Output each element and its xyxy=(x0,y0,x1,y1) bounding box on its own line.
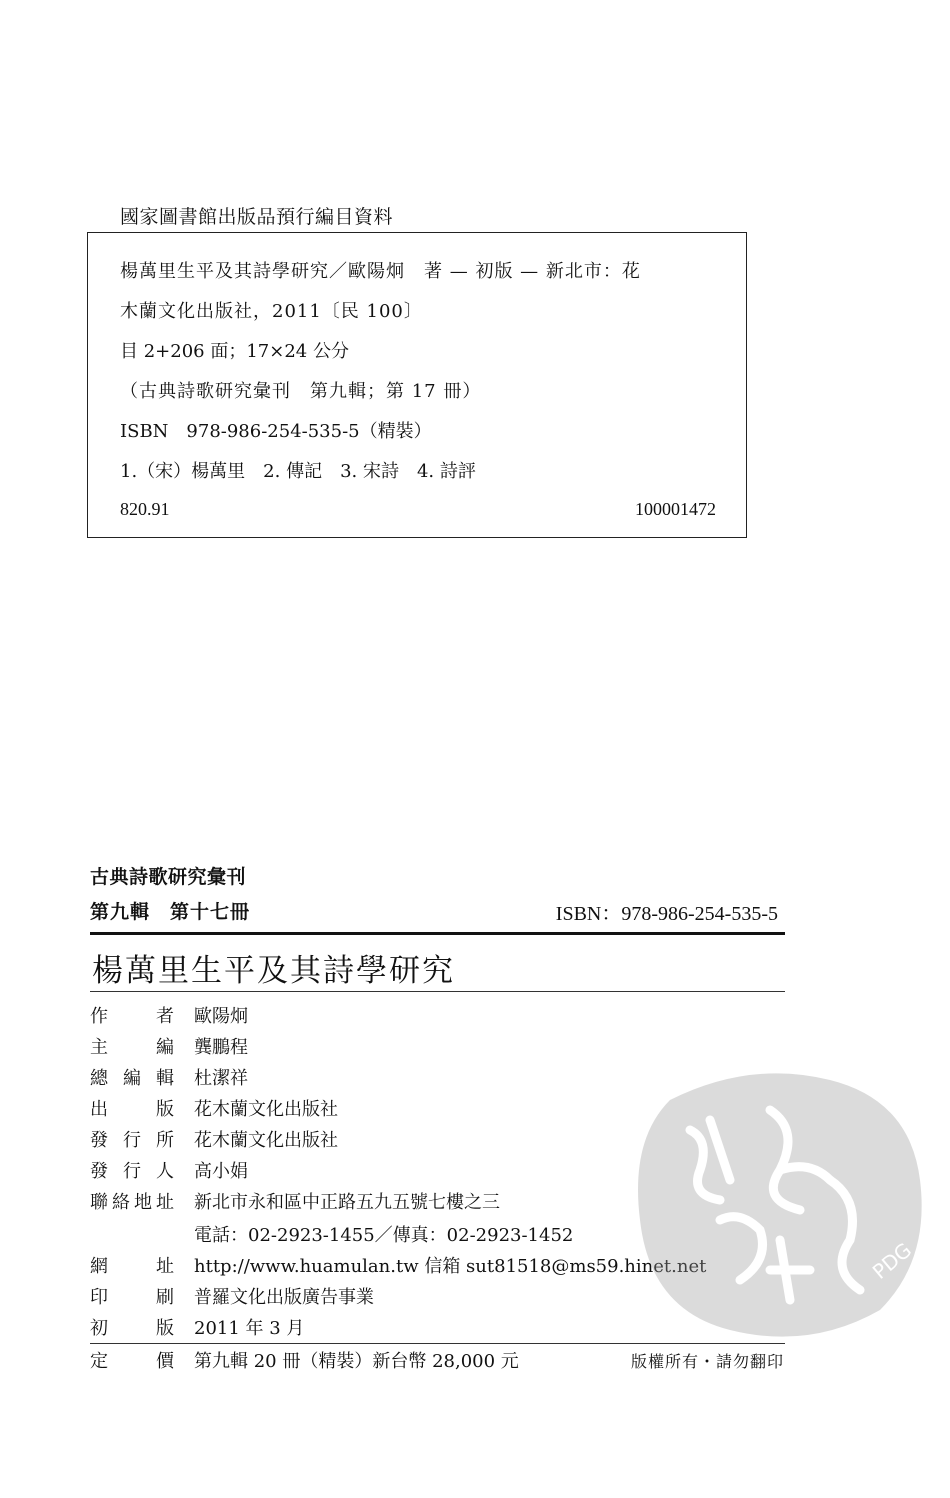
cip-line-isbn: ISBN 978-986-254-535-5（精裝） xyxy=(120,421,432,442)
cip-heading: 國家圖書館出版品預行編目資料 xyxy=(120,206,394,228)
cip-line-title: 楊萬里生平及其詩學研究／歐陽炯 著 — 初版 — 新北市：花 xyxy=(120,261,641,282)
series-volume: 第九輯 第十七冊 xyxy=(90,901,251,923)
series-isbn: ISBN：978-986-254-535-5 xyxy=(555,903,778,925)
info-value: 2011 年 3 月 xyxy=(194,1318,305,1339)
info-label: 總編輯 xyxy=(90,1068,174,1089)
info-value: 歐陽炯 xyxy=(194,1006,248,1027)
info-value: 普羅文化出版廣告事業 xyxy=(194,1287,374,1308)
info-value: 花木蘭文化出版社 xyxy=(194,1099,338,1120)
cip-line-subjects: 1.（宋）楊萬里 2. 傳記 3. 宋詩 4. 詩評 xyxy=(120,461,476,482)
watermark-seal-icon xyxy=(630,1060,930,1340)
thin-rule xyxy=(90,991,785,992)
rights-notice: 版權所有・請勿翻印 xyxy=(630,1352,784,1371)
thin-rule-bottom xyxy=(90,1343,785,1344)
book-title: 楊萬里生平及其詩學研究 xyxy=(92,953,455,989)
thick-rule xyxy=(90,932,785,935)
info-label: 發行所 xyxy=(90,1130,174,1151)
info-value: 第九輯 20 冊（精裝）新台幣 28,000 元 xyxy=(194,1351,519,1372)
info-label: 印刷 xyxy=(90,1287,174,1308)
info-label: 出版 xyxy=(90,1099,174,1120)
info-value: 龔鵬程 xyxy=(194,1037,248,1058)
info-value: http://www.huamulan.tw 信箱 sut81518@ms59.hinet.net xyxy=(194,1256,707,1277)
info-label: 發行人 xyxy=(90,1161,174,1182)
info-value: 高小娟 xyxy=(194,1161,248,1182)
info-label: 網址 xyxy=(90,1256,174,1277)
cip-record-number: 100001472 xyxy=(635,499,716,519)
info-value: 杜潔祥 xyxy=(194,1068,248,1089)
info-label: 聯絡地址 xyxy=(90,1192,174,1213)
seal-label: PDG xyxy=(867,1237,917,1284)
info-label: 初版 xyxy=(90,1318,174,1339)
cip-line-pages: 目 2+206 面；17×24 公分 xyxy=(120,341,349,362)
cip-data-box xyxy=(87,232,747,538)
cip-class-number: 820.91 xyxy=(120,499,170,519)
info-value: 新北市永和區中正路五九五號七樓之三 xyxy=(194,1192,500,1213)
info-label: 定價 xyxy=(90,1351,174,1372)
info-label: 作者 xyxy=(90,1006,174,1027)
cip-line-series: （古典詩歌研究彙刊 第九輯；第 17 冊） xyxy=(120,381,482,402)
info-label: 主編 xyxy=(90,1037,174,1058)
info-value: 花木蘭文化出版社 xyxy=(194,1130,338,1151)
cip-line-publisher: 木蘭文化出版社，2011〔民 100〕 xyxy=(120,301,423,322)
info-value: 電話：02-2923-1455／傳真：02-2923-1452 xyxy=(194,1225,574,1246)
series-name: 古典詩歌研究彙刊 xyxy=(90,866,247,888)
